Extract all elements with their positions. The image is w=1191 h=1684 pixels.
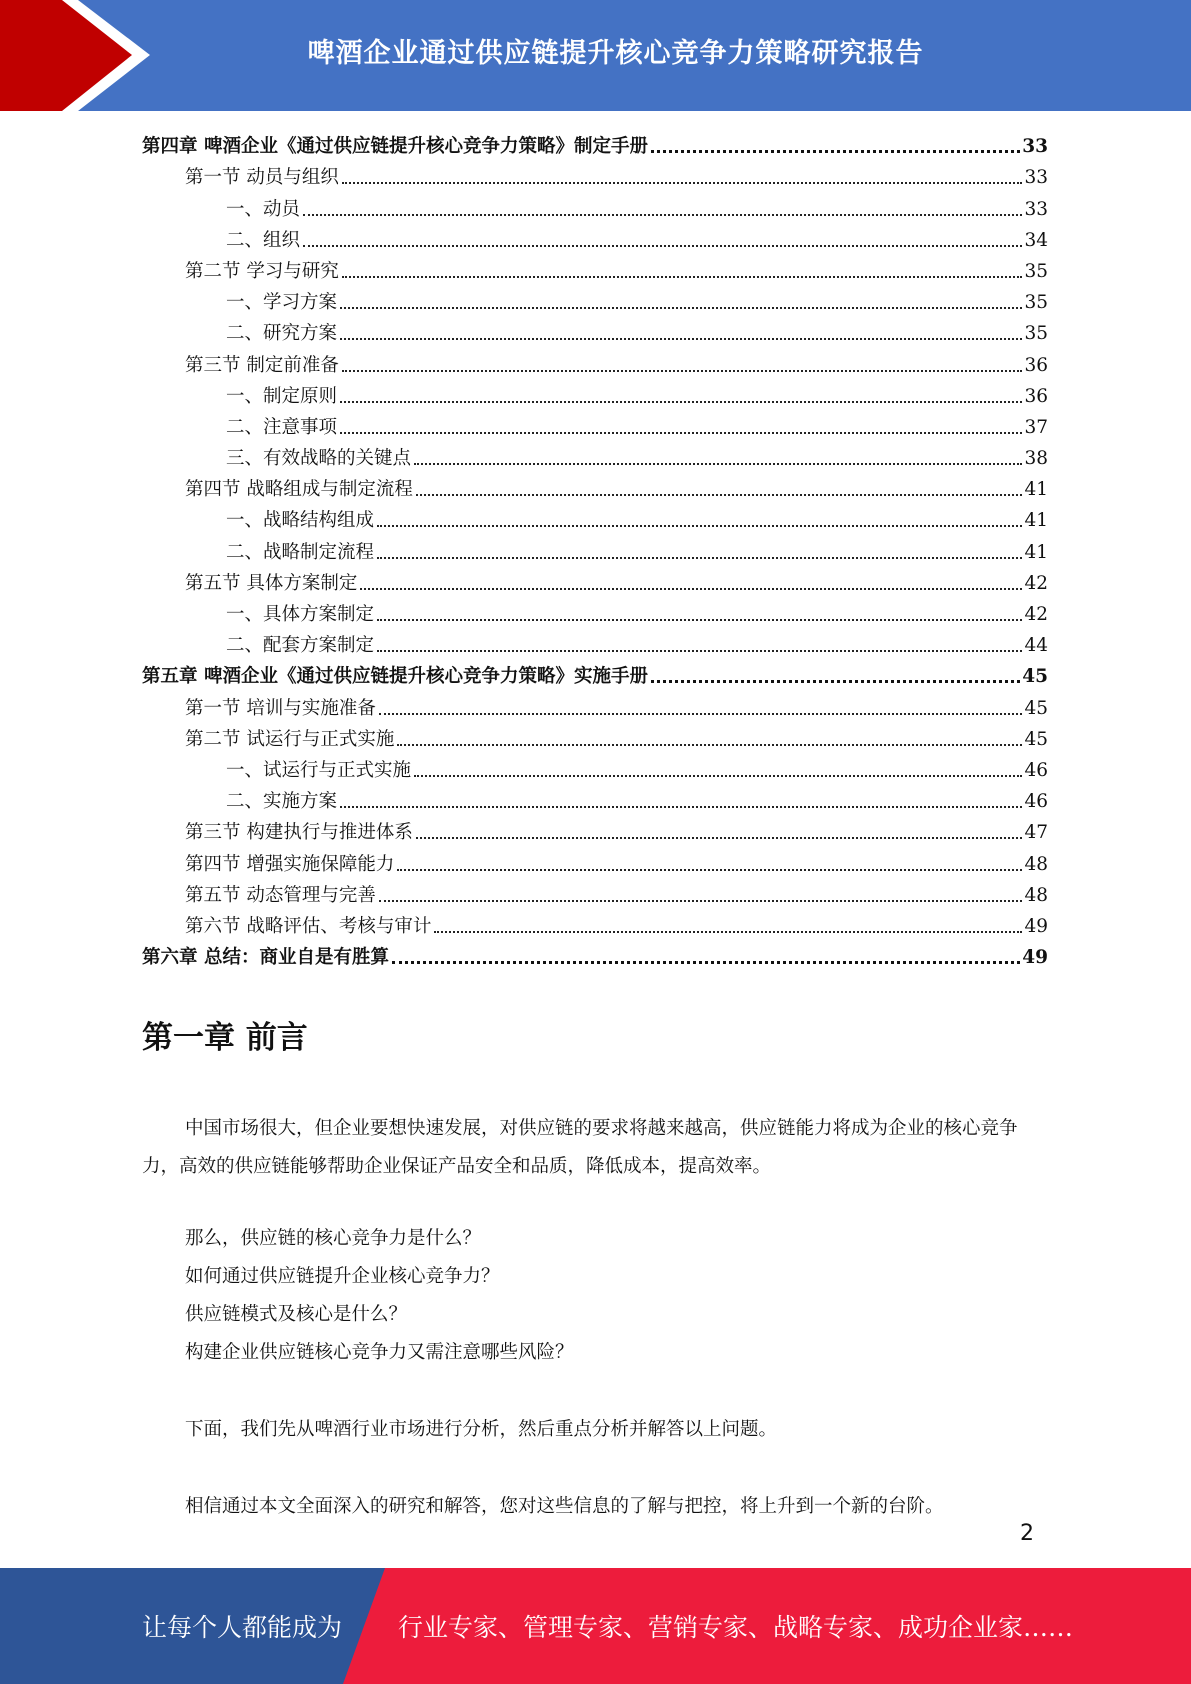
toc-entry-title: 二、实施方案 [226,791,338,813]
toc-entry[interactable] [142,253,1048,284]
toc-dot-leader [340,432,1022,434]
toc-dot-leader [392,961,1020,964]
toc-entry[interactable] [142,190,1048,221]
toc-entry-title: 二、研究方案 [226,323,338,345]
toc-entry[interactable] [142,128,1048,159]
intro-paragraph: 中国市场很大，但企业要想快速发展，对供应链的要求将越来越高，供应链能力将成为企业的核心竞争力，高效的供应链能够帮助企业保证产品安全和品质，降低成本，提高效率。 [142,1118,1018,1177]
toc-dot-leader [651,150,1020,153]
toc-entry-title: 二、战略制定流程 [226,541,375,563]
toc-entry-page: 37 [1024,416,1048,438]
toc-entry-title: 第一节 动员与组织 [185,167,339,189]
question-line: 供应链模式及核心是什么？ [185,1304,408,1325]
toc-dot-leader [397,869,1022,871]
toc-entry[interactable] [142,409,1048,440]
toc-entry[interactable] [142,533,1048,564]
toc-dot-leader [340,401,1022,403]
toc-dot-leader [379,900,1023,902]
toc-entry-page: 42 [1024,604,1048,625]
toc-dot-leader [303,214,1022,216]
toc-entry[interactable] [142,315,1048,346]
toc-entry-title: 一、战略结构组成 [226,510,375,532]
toc-entry-title: 一、动员 [226,198,301,220]
toc-entry-page: 33 [1024,167,1048,189]
next-paragraph: 下面，我们先从啤酒行业市场进行分析，然后重点分析并解答以上问题。 [185,1419,778,1440]
toc-dot-leader [377,557,1022,559]
toc-dot-leader [651,680,1020,683]
toc-entry-title: 第二节 试运行与正式实施 [185,728,395,750]
toc-entry[interactable] [142,471,1048,502]
toc-entry-page: 35 [1024,260,1048,282]
toc-dot-leader [414,463,1022,465]
toc-entry-title: 一、试运行与正式实施 [226,759,412,781]
toc-entry-page: 33 [1022,136,1048,158]
toc-entry-page: 36 [1024,354,1048,376]
toc-entry-title: 二、组织 [226,229,301,251]
toc-entry[interactable] [142,222,1048,253]
toc-entry-title: 第一节 培训与实施准备 [185,697,376,719]
toc-entry-page: 44 [1024,635,1048,657]
toc-entry-page: 45 [1024,728,1048,750]
toc-entry-page: 36 [1024,385,1048,407]
toc-dot-leader [342,370,1023,372]
question-line: 构建企业供应链核心竞争力又需注意哪些风险？ [185,1342,574,1363]
page-header [0,0,1191,111]
toc-entry[interactable] [142,689,1048,720]
toc-entry-page: 45 [1022,666,1048,688]
toc-dot-leader [414,775,1022,777]
toc-entry-title: 第四节 增强实施保障能力 [185,853,395,875]
toc-entry[interactable] [142,502,1048,533]
page-footer [0,1568,1191,1684]
toc-dot-leader [340,307,1022,309]
header-title: 啤酒企业通过供应链提升核心竞争力策略研究报告 [307,37,924,69]
toc-dot-leader [360,588,1022,590]
toc-entry-page: 46 [1024,791,1048,813]
toc-entry-title: 一、制定原则 [226,385,338,407]
table-of-contents [142,128,1048,970]
toc-entry[interactable] [142,908,1048,939]
toc-entry-page: 46 [1024,759,1048,781]
toc-entry-title: 第四章 啤酒企业《通过供应链提升核心竞争力策略》制定手册 [142,136,648,158]
toc-entry[interactable] [142,877,1048,908]
toc-dot-leader [377,650,1022,652]
toc-entry-title: 第三节 构建执行与推进体系 [185,822,413,844]
toc-entry-page: 33 [1024,198,1048,220]
toc-entry-page: 49 [1024,915,1048,937]
chapter-title: 第一章 前言 [142,1020,308,1056]
toc-entry[interactable] [142,627,1048,658]
toc-entry-title: 第四节 战略组成与制定流程 [185,479,413,501]
page-number: 2 [1020,1521,1034,1546]
toc-entry[interactable] [142,565,1048,596]
toc-entry[interactable] [142,159,1048,190]
toc-entry-title: 三、有效战略的关键点 [226,448,412,470]
toc-entry[interactable] [142,845,1048,876]
toc-entry-page: 42 [1024,572,1048,594]
toc-entry-page: 38 [1024,448,1048,470]
toc-entry[interactable] [142,440,1048,471]
toc-entry-title: 二、注意事项 [226,416,338,438]
toc-entry[interactable] [142,378,1048,409]
toc-entry[interactable] [142,783,1048,814]
toc-dot-leader [434,931,1022,933]
toc-entry-title: 第三节 制定前准备 [185,354,339,376]
toc-entry-page: 45 [1024,697,1048,719]
closing-paragraph: 相信通过本文全面深入的研究和解答，您对这些信息的了解与把控，将上升到一个新的台阶。 [185,1496,944,1517]
toc-entry-page: 47 [1024,822,1048,844]
toc-entry-title: 第二节 学习与研究 [185,260,339,282]
toc-dot-leader [340,806,1022,808]
toc-entry-title: 第六节 战略评估、考核与审计 [185,915,432,937]
toc-entry-title: 二、配套方案制定 [226,635,375,657]
question-line: 如何通过供应链提升企业核心竞争力？ [185,1266,500,1287]
toc-dot-leader [377,525,1022,527]
toc-entry-page: 41 [1024,541,1048,563]
toc-entry[interactable] [142,721,1048,752]
toc-entry-title: 第五章 啤酒企业《通过供应链提升核心竞争力策略》实施手册 [142,666,648,688]
toc-entry-page: 35 [1024,323,1048,345]
toc-entry-page: 41 [1024,510,1048,532]
toc-entry[interactable] [142,284,1048,315]
toc-entry-page: 41 [1024,479,1048,501]
toc-dot-leader [397,744,1022,746]
toc-dot-leader [342,276,1023,278]
toc-entry-title: 第六章 总结：商业自是有胜算 [142,947,389,969]
toc-entry[interactable] [142,596,1048,627]
toc-entry-page: 48 [1024,853,1048,875]
toc-dot-leader [416,494,1023,496]
toc-entry[interactable] [142,939,1048,970]
toc-entry-page: 48 [1024,884,1048,906]
question-line: 那么，供应链的核心竞争力是什么？ [185,1228,482,1249]
toc-dot-leader [416,837,1023,839]
toc-entry[interactable] [142,814,1048,845]
toc-entry[interactable] [142,752,1048,783]
toc-entry-title: 一、学习方案 [226,292,338,314]
toc-entry[interactable] [142,346,1048,377]
footer-slogan-right: 行业专家、管理专家、营销专家、战略专家、成功企业家…… [398,1613,1074,1642]
toc-dot-leader [342,182,1023,184]
toc-dot-leader [377,619,1022,621]
toc-dot-leader [379,713,1023,715]
toc-entry-title: 第五节 具体方案制定 [185,572,358,594]
toc-dot-leader [303,245,1022,247]
toc-entry-page: 35 [1024,292,1048,314]
footer-slogan-left: 让每个人都能成为 [142,1613,343,1642]
toc-entry-page: 49 [1022,947,1048,969]
toc-dot-leader [340,338,1022,340]
toc-entry-page: 34 [1024,229,1048,251]
toc-entry-title: 第五节 动态管理与完善 [185,884,376,906]
toc-entry[interactable] [142,658,1048,689]
toc-entry-title: 一、具体方案制定 [226,604,375,625]
